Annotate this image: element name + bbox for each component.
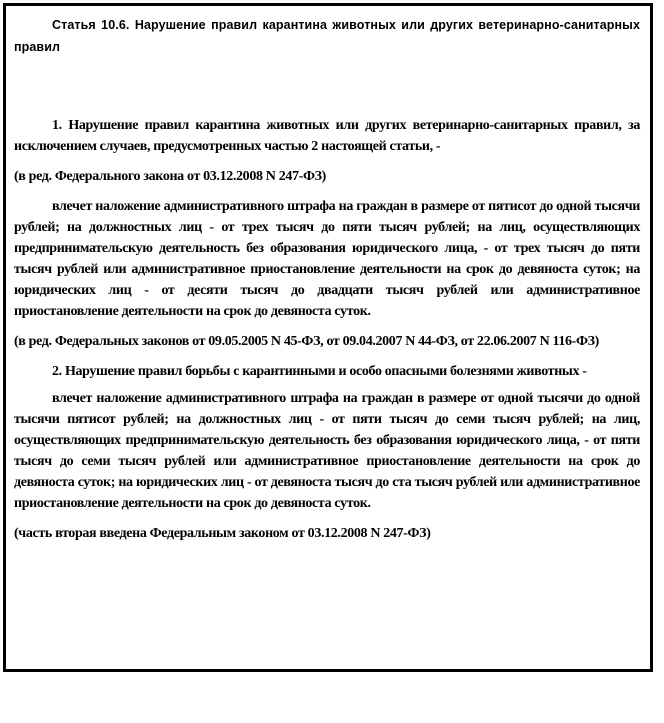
part-2-penalty: влечет наложение административного штрафа на граждан в размере от одной тысячи до одной тысячи пятисот рублей; на должностных лиц - от пяти тысяч до семи тысяч рублей; на лиц, осуществляющих предпринимательскую деятельность без образования юридического лица, - от пяти тысяч до семи тысяч рублей или административное приостановление деятельности на срок до девяноста суток; на юридических лиц - от девяноста тысяч до ста тысяч рублей или административное приостановление деятельности на срок до девяноста суток. [14, 391, 640, 511]
article-title: Статья 10.6. Нарушение правил карантина животных или других ветеринарно-санитарных правил [14, 18, 640, 54]
part-2-introduction-note: (часть вторая введена Федеральным законом от 03.12.2008 N 247-ФЗ) [14, 526, 431, 541]
part-1-text: 1. Нарушение правил карантина животных или других ветеринарно-санитарных правил, за исключением случаев, предусмотренных частью 2 настоящей статьи, - [14, 118, 640, 154]
part-1-amendment-note: (в ред. Федерального закона от 03.12.2008 N 247-ФЗ) [14, 169, 326, 184]
document-frame [3, 3, 653, 672]
part-1-penalty: влечет наложение административного штрафа на граждан в размере от пятисот до одной тысячи рублей; на должностных лиц - от трех тысяч до пяти тысяч рублей; на лиц, осуществляющих предпринимательскую деятельность без образования юридического лица, - от трех тысяч до пяти тысяч рублей или административное приостановление деятельности на срок до девяноста суток; на юридических лиц - от десяти тысяч до двадцати тысяч рублей или административное приостановление деятельности на срок до девяноста суток. [14, 199, 640, 319]
part-1-penalty-amendment-note: (в ред. Федеральных законов от 09.05.2005 N 45-ФЗ, от 09.04.2007 N 44-ФЗ, от 22.06.2007 N 116-ФЗ) [14, 334, 599, 349]
part-2-text: 2. Нарушение правил борьбы с карантинными и особо опасными болезнями животных - [52, 364, 587, 379]
